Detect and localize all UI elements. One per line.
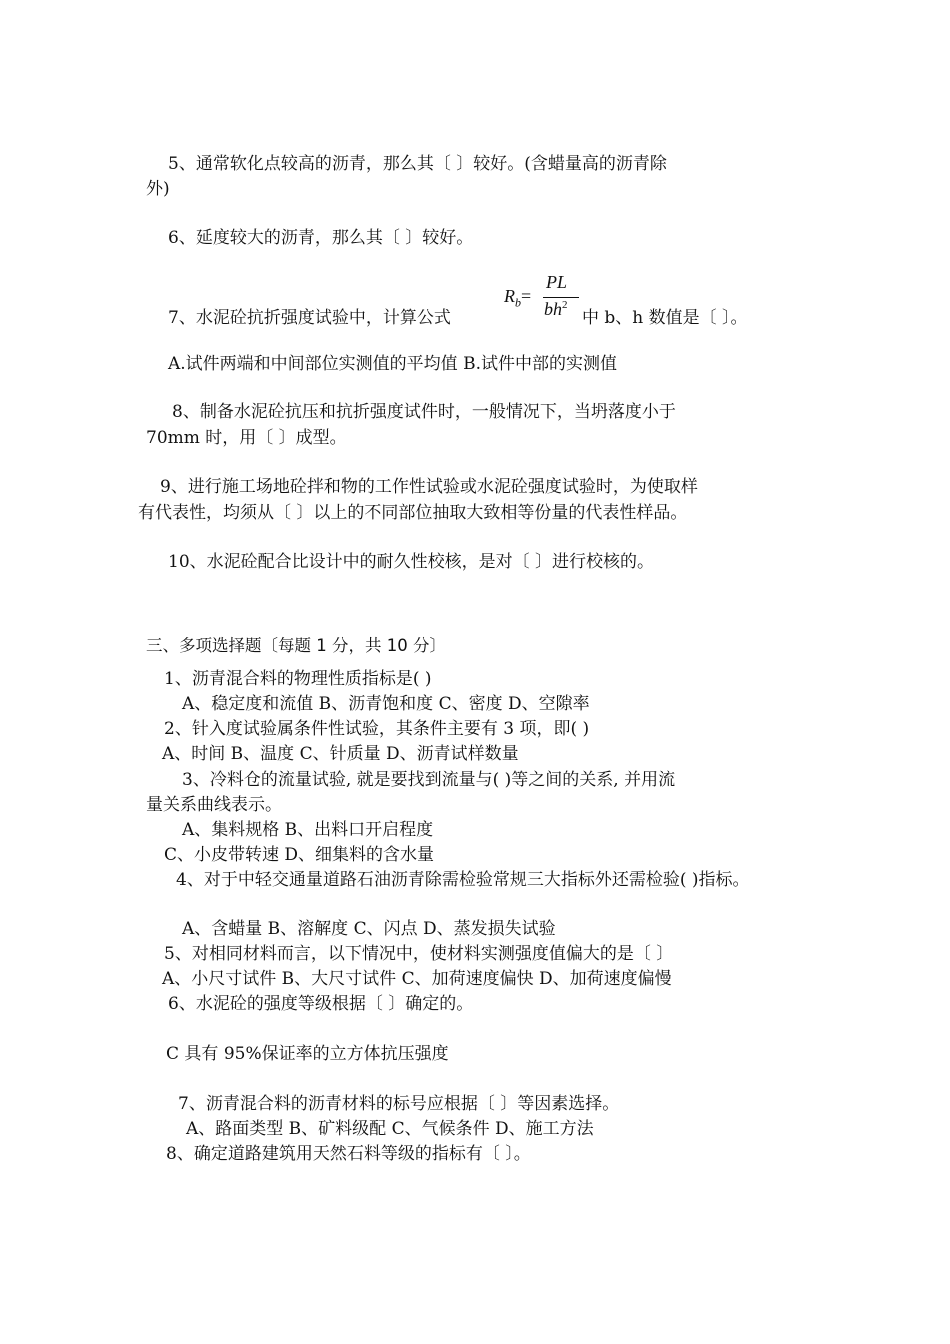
s3-q4: 4、对于中轻交通量道路石油沥青除需检验常规三大指标外还需检验( )指标。 (176, 870, 750, 890)
s3-q4-options: A、含蜡量 B、溶解度 C、闪点 D、蒸发损失试验 (182, 919, 556, 939)
s3-q7: 7、沥青混合料的沥青材料的标号应根据〔 〕等因素选择。 (178, 1094, 620, 1114)
formula-lhs: $R_b=$ (504, 286, 532, 310)
formula-fraction-bar (543, 297, 579, 298)
q5-text-line1: 5、通常软化点较高的沥青，那么其〔 〕较好。(含蜡量高的沥青除 (168, 154, 667, 174)
q6-text: 6、延度较大的沥青，那么其〔 〕较好。 (168, 228, 474, 248)
q9-text-line1: 9、进行施工场地砼拌和物的工作性试验或水泥砼强度试验时，为使取样 (160, 477, 698, 497)
q8-text-line2: 70mm 时，用〔 〕成型。 (146, 428, 347, 448)
s3-q3-options1: A、集料规格 B、出料口开启程度 (182, 820, 434, 840)
q5-text-line2: 外) (146, 179, 170, 199)
s3-q8: 8、确定道路建筑用天然石料等级的指标有〔 〕。 (166, 1144, 531, 1164)
q7-text: 7、水泥砼抗折强度试验中，计算公式 (168, 308, 451, 328)
s3-q3-options2: C、小皮带转速 D、细集料的含水量 (164, 845, 435, 865)
flexural-strength-formula (500, 272, 582, 328)
q7-tail: 中 b、h 数值是〔 〕。 (582, 308, 748, 328)
s3-q1-options: A、稳定度和流值 B、沥青饱和度 C、密度 D、空隙率 (182, 694, 590, 714)
s3-q5: 5、对相同材料而言，以下情况中，使材料实测强度值偏大的是〔 〕 (164, 944, 674, 964)
s3-q6-option: C 具有 95%保证率的立方体抗压强度 (166, 1044, 449, 1064)
formula-numerator: PL (546, 272, 568, 292)
s3-q6: 6、水泥砼的强度等级根据〔 〕确定的。 (168, 994, 474, 1014)
s3-q1: 1、沥青混合料的物理性质指标是( ) (164, 669, 432, 689)
s3-q2: 2、针入度试验属条件性试验，其条件主要有 3 项，即( ) (164, 719, 590, 739)
s3-q7-options: A、路面类型 B、矿料级配 C、气候条件 D、施工方法 (186, 1119, 594, 1139)
section3-title: 三、多项选择题〔每题 1 分，共 10 分〕 (146, 636, 446, 655)
q8-text-line1: 8、制备水泥砼抗压和抗折强度试件时，一般情况下，当坍落度小于 (172, 402, 676, 422)
formula-denominator: $bh^2$ (544, 299, 568, 319)
s3-q2-options: A、时间 B、温度 C、针质量 D、沥青试样数量 (162, 744, 519, 764)
s3-q5-options: A、小尺寸试件 B、大尺寸试件 C、加荷速度偏快 D、加荷速度偏慢 (162, 969, 672, 989)
q10-text: 10、水泥砼配合比设计中的耐久性校核，是对〔 〕进行校核的。 (168, 552, 655, 572)
q9-text-line2: 有代表性，均须从〔 〕以上的不同部位抽取大致相等份量的代表性样品。 (138, 503, 688, 523)
s3-q3-line2: 量关系曲线表示。 (146, 795, 282, 815)
q7-options: A.试件两端和中间部位实测值的平均值 B.试件中部的实测值 (168, 354, 617, 374)
s3-q3-line1: 3、冷料仓的流量试验, 就是要找到流量与( )等之间的关系, 并用流 (182, 770, 676, 790)
